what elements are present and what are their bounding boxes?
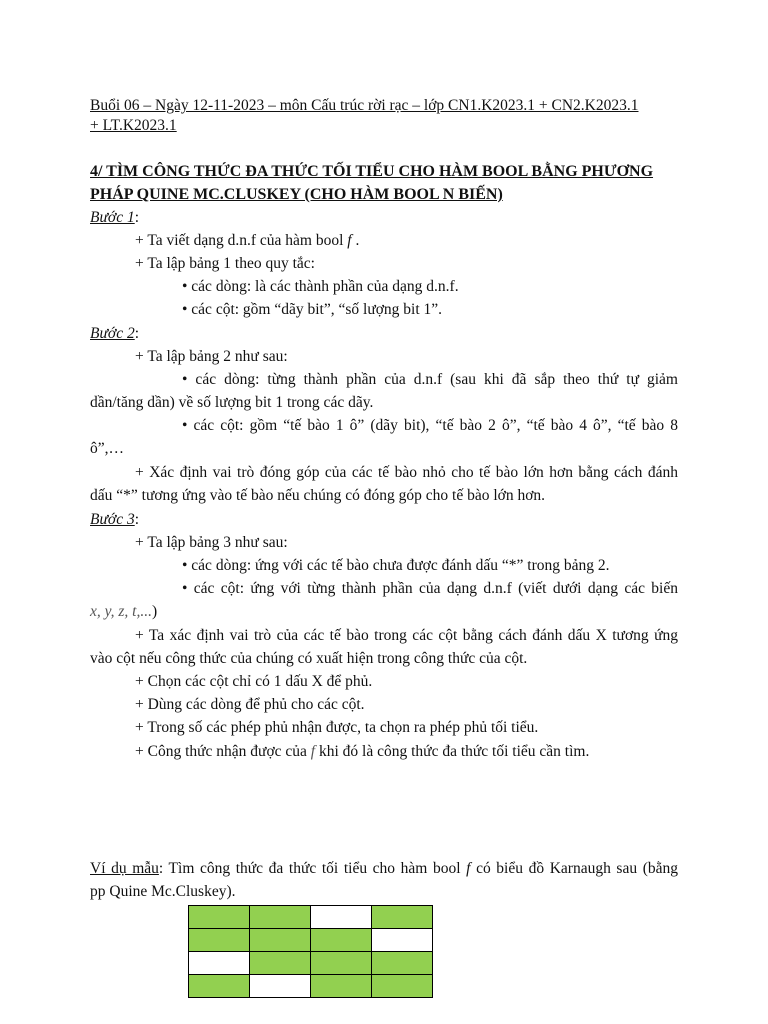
example-line-2: pp Quine Mc.Cluskey). — [90, 883, 236, 900]
karnaugh-cell-empty — [372, 929, 433, 952]
section-title-line-1: 4/ TÌM CÔNG THỨC ĐA THỨC TỐI TIỂU CHO HÀM BOOL BẰNG PHƯƠNG — [90, 163, 654, 180]
step2-bullet-2b: ô”,… — [90, 440, 125, 457]
step1-heading: Bước 1: — [90, 209, 140, 226]
step3-bullet-2b: x, y, z, t,...) — [90, 603, 158, 620]
karnaugh-cell-filled — [372, 952, 433, 975]
step2-line-1: + Ta lập bảng 2 như sau: — [135, 348, 288, 365]
karnaugh-cell-filled — [311, 975, 372, 998]
step3-bullet-2a: • các cột: ứng với từng thành phần của dạng d.n.f (viết dưới dạng các biến — [182, 580, 678, 597]
step3-bullet-1: • các dòng: ứng với các tế bào chưa được đánh dấu “*” trong bảng 2. — [182, 557, 610, 574]
karnaugh-map — [188, 905, 433, 998]
step1-label: Bước 1 — [90, 209, 135, 226]
example-line-1: Ví dụ mẫu: Tìm công thức đa thức tối tiểu cho hàm bool f có biểu đồ Karnaugh sau (bằng — [90, 860, 678, 877]
karnaugh-cell-empty — [189, 952, 250, 975]
karnaugh-cell-filled — [311, 952, 372, 975]
karnaugh-cell-filled — [250, 952, 311, 975]
step1-bullet-1: • các dòng: là các thành phần của dạng d.n.f. — [182, 278, 459, 295]
step3-heading: Bước 3: — [90, 511, 140, 528]
step2-bullet-2a: • các cột: gồm “tế bào 1 ô” (dãy bit), “tế bào 2 ô”, “tế bào 4 ô”, “tế bào 8 — [182, 417, 678, 434]
karnaugh-cell-filled — [189, 975, 250, 998]
karnaugh-cell-filled — [189, 929, 250, 952]
step2-bullet-1a: • các dòng: từng thành phần của d.n.f (sau khi đã sắp theo thứ tự giảm — [182, 371, 678, 388]
step3-line-2b: vào cột nếu công thức của chúng có xuất hiện trong công thức của cột. — [90, 650, 528, 667]
karnaugh-cell-filled — [189, 906, 250, 929]
step1-bullet-2: • các cột: gồm “dãy bit”, “số lượng bit 1”. — [182, 301, 443, 318]
step3-line-4: + Dùng các dòng để phủ cho các cột. — [135, 696, 365, 713]
step2-bullet-1b: dần/tăng dần) về số lượng bit 1 trong các dãy. — [90, 394, 374, 411]
step2-label: Bước 2 — [90, 325, 135, 342]
karnaugh-row — [189, 952, 433, 975]
step2-heading: Bước 2: — [90, 325, 140, 342]
step2-line-2a: + Xác định vai trò đóng góp của các tế bào nhỏ cho tế bào lớn hơn bằng cách đánh — [135, 464, 678, 481]
header-line-2: + LT.K2023.1 — [90, 117, 177, 134]
karnaugh-row — [189, 975, 433, 998]
karnaugh-cell-filled — [250, 929, 311, 952]
header-line-1: Buổi 06 – Ngày 12-11-2023 – môn Cấu trúc rời rạc – lớp CN1.K2023.1 + CN2.K2023.1 — [90, 97, 639, 114]
karnaugh-cell-filled — [372, 975, 433, 998]
karnaugh-row — [189, 929, 433, 952]
step1-line-1: + Ta viết dạng d.n.f của hàm bool f . — [135, 232, 360, 249]
step3-line-6: + Công thức nhận được của f khi đó là công thức đa thức tối tiểu cần tìm. — [135, 743, 590, 760]
example-label: Ví dụ mẫu — [90, 860, 159, 877]
step3-line-5: + Trong số các phép phủ nhận được, ta chọn ra phép phủ tối tiểu. — [135, 719, 539, 736]
karnaugh-cell-filled — [372, 906, 433, 929]
step1-line-2: + Ta lập bảng 1 theo quy tắc: — [135, 255, 315, 272]
karnaugh-cell-empty — [250, 975, 311, 998]
variable-list: x, y, z, t,... — [90, 603, 152, 620]
karnaugh-cell-empty — [311, 906, 372, 929]
section-title-line-2: PHÁP QUINE MC.CLUSKEY (CHO HÀM BOOL N BIẾN) — [90, 186, 503, 203]
step3-line-2a: + Ta xác định vai trò của các tế bào trong các cột bằng cách đánh dấu X tương ứng — [135, 627, 678, 644]
step2-line-2b: dấu “*” tương ứng vào tế bào nếu chúng có đóng góp cho tế bào lớn hơn. — [90, 487, 546, 504]
karnaugh-row — [189, 906, 433, 929]
karnaugh-cell-filled — [250, 906, 311, 929]
karnaugh-cell-filled — [311, 929, 372, 952]
step3-line-3: + Chọn các cột chỉ có 1 dấu X để phủ. — [135, 673, 373, 690]
step3-label: Bước 3 — [90, 511, 135, 528]
step3-line-1: + Ta lập bảng 3 như sau: — [135, 534, 288, 551]
